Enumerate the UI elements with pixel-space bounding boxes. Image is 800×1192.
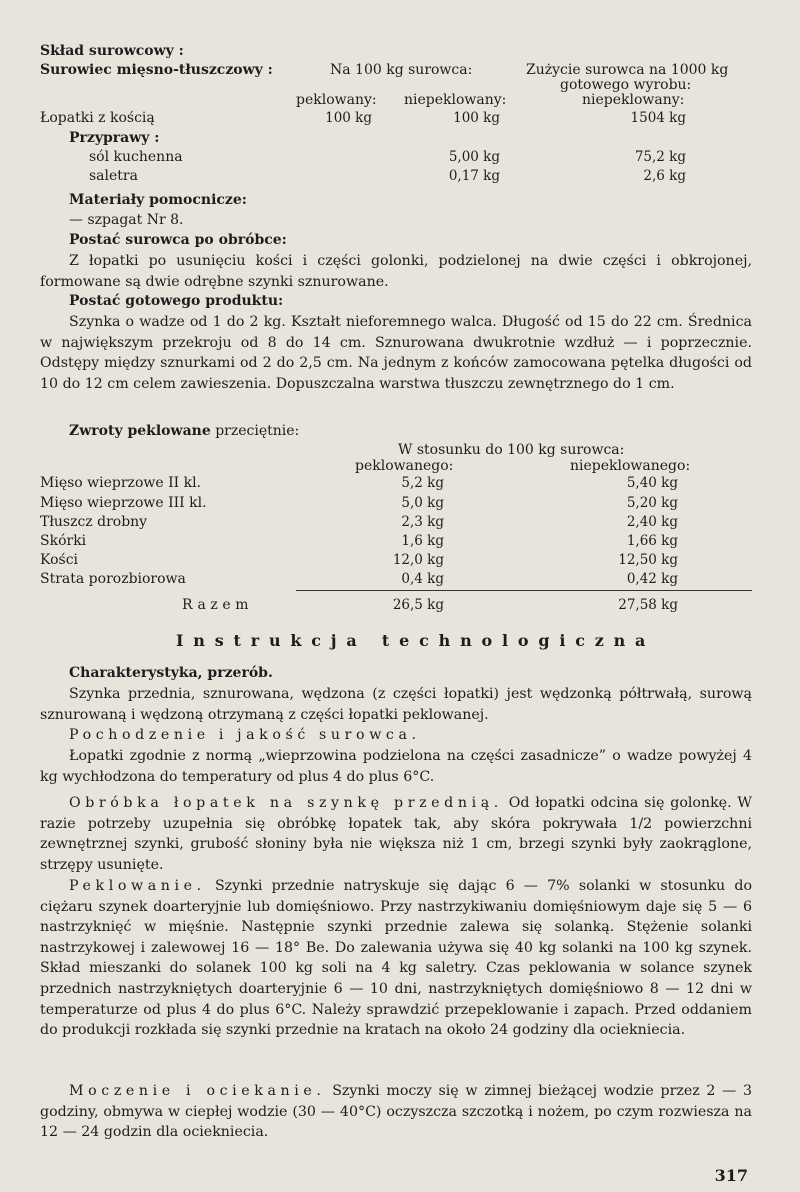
pochodzenie-heading: Pochodzenie i jakość surowca. — [69, 727, 421, 743]
row-lopatki-niepekl: 100 kg — [453, 110, 500, 126]
peklowanie-heading: Peklowanie. — [69, 878, 206, 894]
row-saletra-niepekl: 0,17 kg — [448, 168, 500, 184]
moczenie-heading: Moczenie i ociekanie. — [69, 1083, 326, 1099]
raw-material-label: Surowiec mięsno-tłuszczowy : — [40, 62, 273, 78]
row-saletra-zuzycie: 2,6 kg — [643, 168, 686, 184]
sub-niepeklowany: niepeklowany: — [404, 92, 507, 108]
obrobka-text: Od łopatki odcina się golonkę. W razie potrzeby uzupełnia się obróbkę łopatek tak, aby skóra pokrywała 1/2 powierzchni zewnętrznej szynki, grubość słoniny była nie większa niż 1 cm, brzegi szynki były zaokrąglone, strzępy usunięte. — [40, 795, 752, 873]
zwroty-row-peklowanego: 5,2 kg — [401, 475, 444, 491]
moczenie-text: Szynki moczy się w zimnej bieżącej wodzie przez 2 — 3 godziny, obmywa w ciepłej wodzie (30 — 40°C) oczyszcza szczotką i nożem, po czym rozwiesza na 12 — 24 godzin dla ociekniecia. — [40, 1083, 752, 1141]
zwroty-row-label: Tłuszcz drobny — [40, 514, 148, 530]
zwroty-row-niepeklowanego: 1,66 kg — [626, 533, 678, 549]
szpagat-item: — szpagat Nr 8. — [69, 212, 184, 228]
zwroty-sub-peklowanego: peklowanego: — [355, 458, 454, 474]
col-zuzycie-header-1: Zużycie surowca na 1000 kg — [526, 62, 729, 78]
row-sol-niepekl: 5,00 kg — [448, 149, 500, 165]
sklad-title: Skład surowcowy : — [40, 43, 184, 59]
zwroty-row-niepeklowanego: 5,40 kg — [626, 475, 678, 491]
zwroty-row-niepeklowanego: 12,50 kg — [618, 552, 678, 568]
zwroty-sub-niepeklowanego: niepeklowanego: — [570, 458, 691, 474]
zwroty-row-peklowanego: 2,3 kg — [401, 514, 444, 530]
zwroty-row-label: Mięso wieprzowe III kl. — [40, 495, 207, 511]
postac-surowca-heading: Postać surowca po obróbce: — [69, 232, 287, 248]
zwroty-total-niepeklowanego: 27,58 kg — [618, 597, 678, 613]
sub-peklowany: peklowany: — [296, 92, 377, 108]
zwroty-row-label: Mięso wieprzowe II kl. — [40, 475, 202, 491]
zwroty-row-peklowanego: 12,0 kg — [392, 552, 444, 568]
row-lopatki-zuzycie: 1504 kg — [630, 110, 686, 126]
charakterystyka-heading: Charakterystyka, przerób. — [69, 665, 273, 681]
pochodzenie-text: Łopatki zgodnie z normą „wieprzowina podzielona na części zasadnicze” o wadze powyżej 4 kg wychłodzona do temperatury od plus 4 do plus 6°C. — [40, 748, 752, 785]
zwroty-title-bold: Zwroty peklowane — [69, 423, 211, 439]
zwroty-title-rest: przeciętnie: — [215, 423, 300, 439]
page-number: 317 — [714, 1166, 748, 1185]
materialy-heading: Materiały pomocnicze: — [69, 192, 247, 208]
zwroty-row-label: Kości — [40, 552, 79, 568]
row-sol-zuzycie: 75,2 kg — [634, 149, 686, 165]
row-lopatki-pekl: 100 kg — [325, 110, 372, 126]
row-lopatki-label: Łopatki z kością — [40, 110, 155, 126]
peklowanie-text: Szynki przednie natryskuje się dając 6 — 7% solanki w stosunku do ciężaru szynek doarteryjnie lub domięśniowo. Przy nastrzykiwaniu domięśniowym daje się 5 — 6 nastrzyknięć w mięśnie. Następnie szynki przednie zalewa się solanką. Stężenie solanki nastrzykowej i zalewowej 16 — 18° Be. Do zalewania używa się 40 kg solanki na 100 kg szynek. Skład mieszanki do solanek 100 kg soli na 4 kg saletry. Czas peklowania w solance szynek przednich nastrzykniętych doarteryjnie 6 — 10 dni, nastrzykniętych domięśniowo 8 — 12 dni w temperaturze od plus 4 do plus 6°C. Należy sprawdzić przepeklowanie i zapach. Przed oddaniem do produkcji rozkłada się szynki przednie na kratach na około 24 godziny dla ociekniecia. — [40, 878, 752, 1039]
total-divider — [296, 590, 752, 591]
zwroty-row-niepeklowanego: 2,40 kg — [626, 514, 678, 530]
zwroty-title — [69, 422, 299, 441]
col-zuzycie-header-2: gotowego wyrobu: — [560, 77, 692, 93]
zwroty-row-niepeklowanego: 5,20 kg — [626, 495, 678, 511]
postac-produktu-heading: Postać gotowego produktu: — [69, 293, 284, 309]
obrobka-heading: Obróbka łopatek na szynkę przednią. — [69, 795, 503, 811]
instrukcja-title: Instrukcja technologiczna — [176, 631, 656, 650]
sub-niepeklowany-2: niepeklowany: — [582, 92, 685, 108]
zwroty-total-label: Razem — [182, 597, 254, 613]
zwroty-row-label: Strata porozbiorowa — [40, 571, 186, 587]
obrobka-paragraph — [40, 793, 752, 875]
zwroty-row-peklowanego: 1,6 kg — [401, 533, 444, 549]
moczenie-paragraph — [40, 1081, 752, 1143]
przyprawy-heading: Przyprawy : — [69, 130, 160, 146]
postac-produktu-text: Szynka o wadze od 1 do 2 kg. Kształt nieforemnego walca. Długość od 15 do 22 cm. Średnica w największym przekroju od 8 do 14 cm. Sznurowana dwukrotnie wzdłuż — i poprzecznie. Odstępy między sznurkami od 2 do 2,5 cm. Na jednym z końców zamocowana pętelka długości od 10 do 12 cm celem zawieszenia. Dopuszczalna warstwa tłuszczu zewnętrznego do 1 cm. — [40, 314, 752, 392]
col-na100-header: Na 100 kg surowca: — [330, 62, 473, 78]
charakterystyka-text: Szynka przednia, sznurowana, wędzona (z części łopatki) jest wędzonką półtrwałą, surową sznurowaną i wędzoną otrzymaną z części łopatki peklowanej. — [40, 686, 752, 723]
peklowanie-paragraph — [40, 876, 752, 1041]
zwroty-row-label: Skórki — [40, 533, 87, 549]
zwroty-total-peklowanego: 26,5 kg — [392, 597, 444, 613]
zwroty-row-niepeklowanego: 0,42 kg — [626, 571, 678, 587]
zwroty-row-peklowanego: 0,4 kg — [401, 571, 444, 587]
postac-surowca-text: Z łopatki po usunięciu kości i części golonki, podzielonej na dwie części i obkrojonej, formowane są dwie odrębne szynki sznurowane. — [40, 253, 752, 290]
zwroty-header: W stosunku do 100 kg surowca: — [398, 442, 625, 458]
row-sol-label: sól kuchenna — [89, 149, 183, 165]
zwroty-row-peklowanego: 5,0 kg — [401, 495, 444, 511]
row-saletra-label: saletra — [89, 168, 138, 184]
